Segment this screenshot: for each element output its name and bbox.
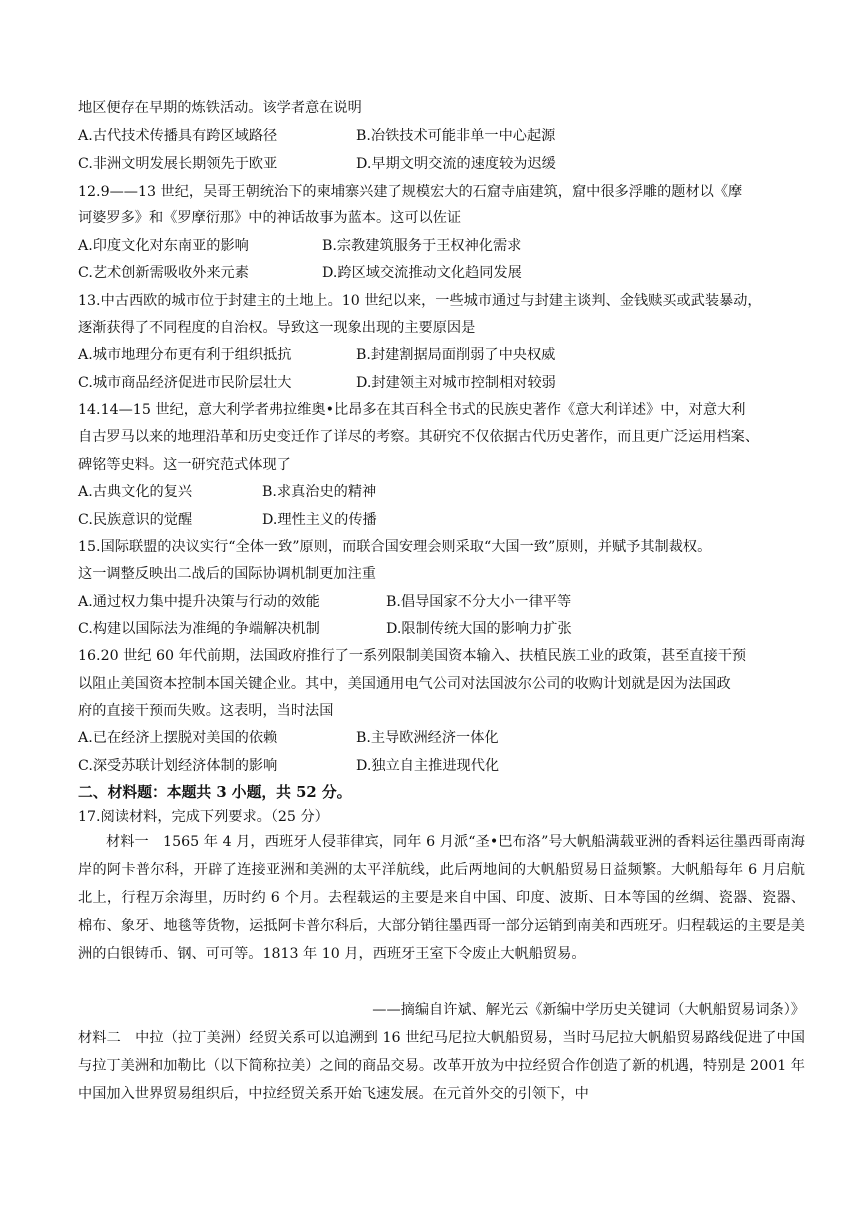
section-heading-materials: 二、材料题：本题共 3 小题，共 52 分。 (78, 784, 352, 801)
q13-option-c[interactable]: C.城市商品经济促进市民阶层壮大 (78, 375, 292, 391)
q16-option-d[interactable]: D.独立自主推进现代化 (356, 758, 500, 774)
q17-stem: 17.阅读材料，完成下列要求。（25 分） (78, 809, 329, 825)
q14-option-b[interactable]: B.求真治史的精神 (262, 484, 377, 500)
q13-option-b[interactable]: B.封建割据局面削弱了中央权威 (356, 347, 556, 363)
q12-option-c[interactable]: C.艺术创新需吸收外来元素 (78, 265, 249, 281)
q15-option-a[interactable]: A.通过权力集中提升决策与行动的效能 (78, 594, 320, 610)
q14-stem-line1: 14.14—15 世纪，意大利学者弗拉维奥•比昂多在其百科全书式的民族史著作《意大利详述》中，对意大利 (78, 402, 746, 418)
q15-option-c[interactable]: C.构建以国际法为准绳的争端解决机制 (78, 621, 320, 637)
q12-option-d[interactable]: D.跨区域交流推动文化趋同发展 (322, 265, 522, 281)
q11-option-b[interactable]: B.冶铁技术可能非单一中心起源 (356, 128, 556, 144)
q15-option-d[interactable]: D.限制传统大国的影响力扩张 (386, 621, 572, 637)
q16-option-b[interactable]: B.主导欧洲经济一体化 (356, 730, 499, 746)
q11-stem-tail: 地区便存在早期的炼铁活动。该学者意在说明 (78, 100, 362, 116)
q12-option-b[interactable]: B.宗教建筑服务于王权神化需求 (322, 238, 522, 254)
q15-stem-line2: 这一调整反映出二战后的国际协调机制更加注重 (78, 566, 376, 582)
q13-stem-line1: 13.中古西欧的城市位于封建主的土地上。10 世纪以来，一些城市通过与封建主谈判、金钱赎买或武装暴动， (78, 293, 762, 309)
q12-option-a[interactable]: A.印度文化对东南亚的影响 (78, 238, 249, 254)
q16-stem-line3: 府的直接干预而失败。这表明，当时法国 (78, 703, 334, 719)
q13-stem-line2: 逐渐获得了不同程度的自治权。导致这一现象出现的主要原因是 (78, 320, 476, 336)
q14-stem-line3: 碑铭等史料。这一研究范式体现了 (78, 457, 291, 473)
q11-option-c[interactable]: C.非洲文明发展长期领先于欧亚 (78, 156, 278, 172)
q14-option-c[interactable]: C.民族意识的觉醒 (78, 512, 193, 528)
q16-option-a[interactable]: A.已在经济上摆脱对美国的依赖 (78, 730, 278, 746)
q14-stem-line2: 自古罗马以来的地理沿革和历史变迁作了详尽的考察。其研究不仅依据古代历史著作，而且更广泛运用档案、 (78, 429, 760, 445)
q15-option-b[interactable]: B.倡导国家不分大小一律平等 (386, 594, 572, 610)
q15-stem-line1: 15.国际联盟的决议实行“全体一致”原则，而联合国安理会则采取“大国一致”原则，并赋予其制裁权。 (78, 539, 712, 555)
q13-option-d[interactable]: D.封建领主对城市控制相对较弱 (356, 375, 556, 391)
q16-option-c[interactable]: C.深受苏联计划经济体制的影响 (78, 758, 278, 774)
q12-stem-line1: 12.9——13 世纪，吴哥王朝统治下的柬埔寨兴建了规模宏大的石窟寺庙建筑，窟中很多浮雕的题材以《摩 (78, 184, 743, 200)
q11-option-a[interactable]: A.古代技术传播具有跨区域路径 (78, 128, 278, 144)
q14-option-d[interactable]: D.理性主义的传播 (262, 512, 377, 528)
q13-option-a[interactable]: A.城市地理分布更有利于组织抵抗 (78, 347, 292, 363)
q11-option-d[interactable]: D.早期文明交流的速度较为迟缓 (356, 156, 556, 172)
q16-stem-line1: 16.20 世纪 60 年代前期，法国政府推行了一系列限制美国资本输入、扶植民族工业的政策，甚至直接干预 (78, 648, 747, 664)
q17-material-1: 材料一 1565 年 4 月，西班牙人侵菲律宾，同年 6 月派“圣•巴布洛”号大帆船满载亚洲的香料运往墨西哥南海岸的阿卡普尔科，开辟了连接亚洲和美洲的太平洋航线，此后两地间的大帆船贸易日益频繁。大帆船每年 6 月启航北上，行程万余海里，历时约 6 个月。去程载运的主要是来自中国、印度、波斯、日本等国的丝绸、瓷器、瓷器、棉布、象牙、地毯等货物，运抵阿卡普尔科后，大部分销往墨西哥一部分运销到南美和西班牙。归程载运的主要是美洲的白银铸币、钢、可可等。1813 年 10 月，西班牙王室下令废止大帆船贸易。 (78, 834, 805, 962)
q16-stem-line2: 以阻止美国资本控制本国关键企业。其中，美国通用电气公司对法国波尔公司的收购计划就是因为法国政 (78, 676, 731, 692)
q17-material-1-source: ——摘编自许斌、解光云《新编中学历史关键词（大帆船贸易词条）》 (372, 1002, 805, 1018)
q12-stem-line2: 诃婆罗多》和《罗摩衍那》中的神话故事为蓝本。这可以佐证 (78, 210, 462, 226)
q14-option-a[interactable]: A.古典文化的复兴 (78, 484, 193, 500)
q17-material-2: 材料二 中拉（拉丁美洲）经贸关系可以追溯到 16 世纪马尼拉大帆船贸易，当时马尼拉大帆船贸易路线促进了中国与拉丁美洲和加勒比（以下简称拉美）之间的商品交易。改革开放为中拉经贸合作创造了新的机遇，特别是 2001 年中国加入世界贸易组织后，中拉经贸关系开始飞速发展。在元首外交的引领下，中 (78, 1030, 805, 1102)
